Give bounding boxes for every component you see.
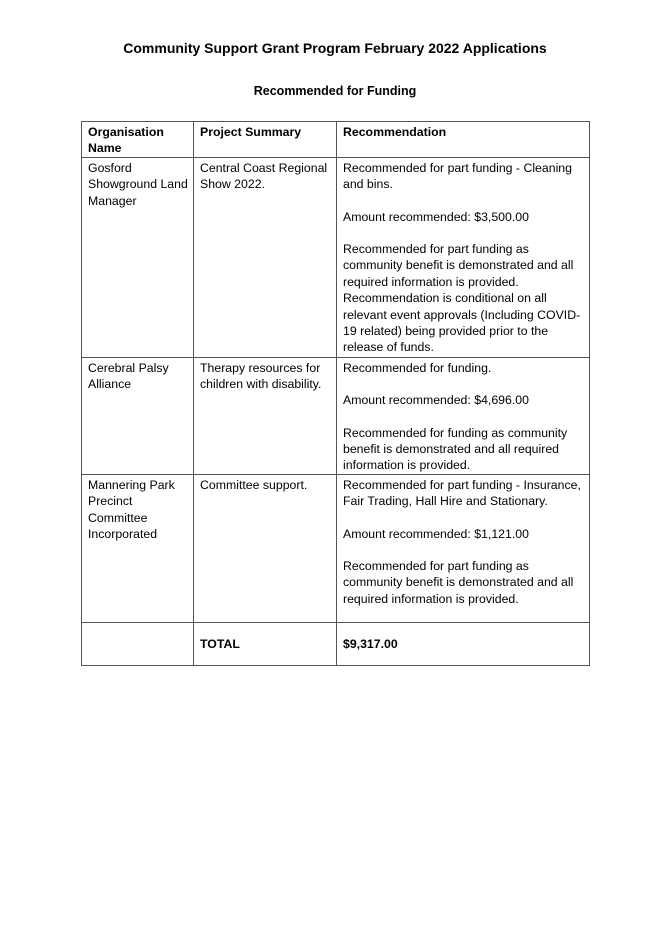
table-row — [82, 157, 590, 357]
page-title: Community Support Grant Program February 2022 Applications — [123, 40, 547, 56]
summary-cell: Committee support. — [194, 474, 337, 622]
table-row — [82, 357, 590, 474]
amount-text: Amount recommended: $1,121.00 — [343, 526, 529, 541]
recommendation-text: Recommended for funding. — [343, 360, 492, 375]
recommendation-text: Recommended for part funding - Cleaning and bins. — [343, 160, 572, 192]
recommendation-cell — [337, 157, 590, 357]
amount-text: Amount recommended: $4,696.00 — [343, 393, 529, 408]
recommendation-cell — [337, 474, 590, 622]
header-recommendation: Recommendation — [337, 122, 590, 158]
table-row — [82, 474, 590, 622]
header-organisation: Organisation Name — [82, 122, 194, 158]
funding-table — [81, 121, 590, 666]
recommendation-note: Recommended for part funding as community benefit is demonstrated and all required information is provided. — [343, 559, 574, 606]
organisation-cell: Mannering Park Precinct Committee Incorporated — [82, 474, 194, 622]
header-row — [82, 122, 590, 158]
summary-cell: Therapy resources for children with disability. — [194, 357, 337, 474]
total-empty-cell — [82, 622, 194, 665]
total-label: TOTAL — [194, 622, 337, 665]
organisation-cell: Cerebral Palsy Alliance — [82, 357, 194, 474]
header-project-summary: Project Summary — [194, 122, 337, 158]
recommendation-note: Recommended for funding as community benefit is demonstrated and all required information is provided. — [343, 425, 568, 473]
organisation-cell: Gosford Showground Land Manager — [82, 157, 194, 357]
total-row — [82, 622, 590, 665]
section-subtitle: Recommended for Funding — [253, 84, 417, 98]
amount-text: Amount recommended: $3,500.00 — [343, 209, 529, 224]
summary-cell: Central Coast Regional Show 2022. — [194, 157, 337, 357]
recommendation-text: Recommended for part funding - Insurance, Fair Trading, Hall Hire and Stationary. — [343, 477, 581, 509]
recommendation-cell — [337, 357, 590, 474]
recommendation-note: Recommended for part funding as community benefit is demonstrated and all required information is provided. Recommendation is conditional on all relevant event approvals (Including COVID-19 related) being provided prior to the release of funds. — [343, 242, 581, 355]
total-value: $9,317.00 — [337, 622, 590, 665]
